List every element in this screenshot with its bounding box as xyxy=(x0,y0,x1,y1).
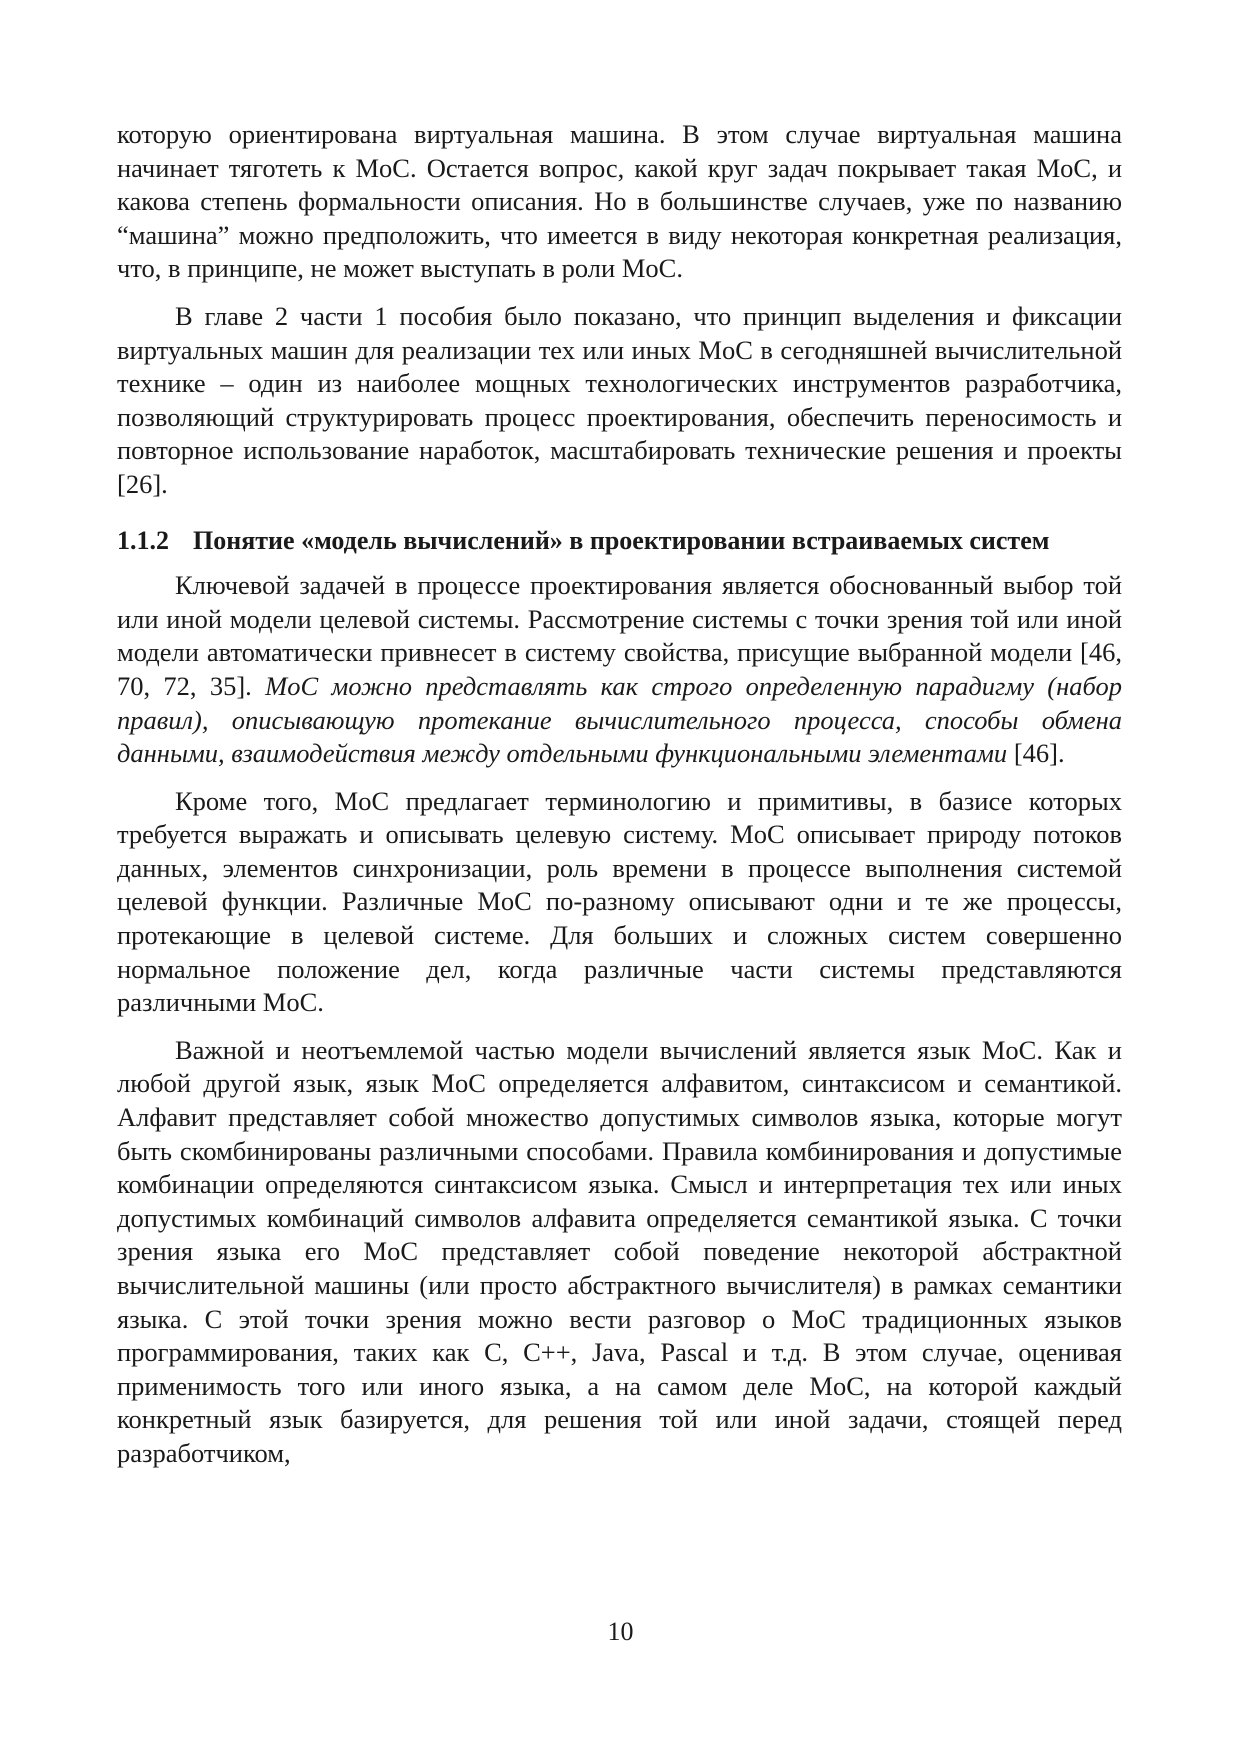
page-body xyxy=(117,118,1122,1485)
section-number: 1.1.2 xyxy=(117,525,169,555)
section-title: Понятие «модель вычислений» в проектировании встраиваемых систем xyxy=(193,525,1050,555)
paragraph-moc-language: Важной и неотъемлемой частью модели вычислений является язык MoC. Как и любой другой язык, язык MoC определяется алфавитом, синтаксисом и семантикой. Алфавит представляет собой множество допустимых символов языка, которые могут быть скомбинированы различными способами. Правила комбинирования и допустимые комбинации определяются синтаксисом языка. Смысл и интерпретация тех или иных допустимых комбинаций символов алфавита определяется семантикой языка. С точки зрения языка его MoC представляет собой поведение некоторой абстрактной вычислительной машины (или просто абстрактного вычислителя) в рамках семантики языка. С этой точки зрения можно вести разговор о MoC традиционных языков программирования, таких как C, C++, Java, Pascal и т.д. В этом случае, оценивая применимость того или иного языка, а на самом деле MoC, на которой каждый конкретный язык базируется, для решения той или иной задачи, стоящей перед разработчиком, xyxy=(117,1034,1122,1468)
moc-definition-italic: MoC можно представлять как строго определенную парадигму (набор правил), описывающую протекание вычислительного процесса, способы обмена данными, взаимодействия между отдельными функциональными элементами xyxy=(117,670,1122,769)
paragraph-moc-definition-text: Ключевой задачей в процессе проектирования является обоснованный выбор той или иной модели целевой системы. Рассмотрение системы с точки зрения той или иной модели автоматически привнесет в систему свойства, присущие выбранной модели [46, 70, 72, 35]. xyxy=(117,570,1122,701)
section-heading xyxy=(117,524,1122,558)
paragraph-continued: которую ориентирована виртуальная машина. В этом случае виртуальная машина начинает тяготеть к MoC. Остается вопрос, какой круг задач покрывает такая MoC, и какова степень формальности описания. Но в большинстве случаев, уже по названию “машина” можно предположить, что имеется в виду некоторая конкретная реализация, что, в принципе, не может выступать в роли MoC. xyxy=(117,119,1122,284)
paragraph-moc-definition xyxy=(117,569,1122,771)
paragraph-moc-terminology: Кроме того, MoC предлагает терминологию и примитивы, в базисе которых требуется выражать и описывать целевую систему. MoC описывает природу потоков данных, элементов синхронизации, роль времени в процессе выполнения системой целевой функции. Различные MoC по-разному описывают одни и те же процессы, протекающие в целевой системе. Для больших и сложных систем совершенно нормальное положение дел, когда различные части системы представляются различными MoC. xyxy=(117,785,1122,1018)
moc-definition-citation: [46]. xyxy=(1007,738,1065,769)
page-number: 10 xyxy=(607,1617,634,1646)
paragraph-virtual-machines: В главе 2 части 1 пособия было показано, что принцип выделения и фиксации виртуальных машин для реализации тех или иных MoC в сегодняшней вычислительной технике – один из наиболее мощных технологических инструментов разработчика, позволяющий структурировать процесс проектирования, обеспечить переносимость и повторное использование наработок, масштабировать технические решения и проекты [26]. xyxy=(117,300,1122,499)
